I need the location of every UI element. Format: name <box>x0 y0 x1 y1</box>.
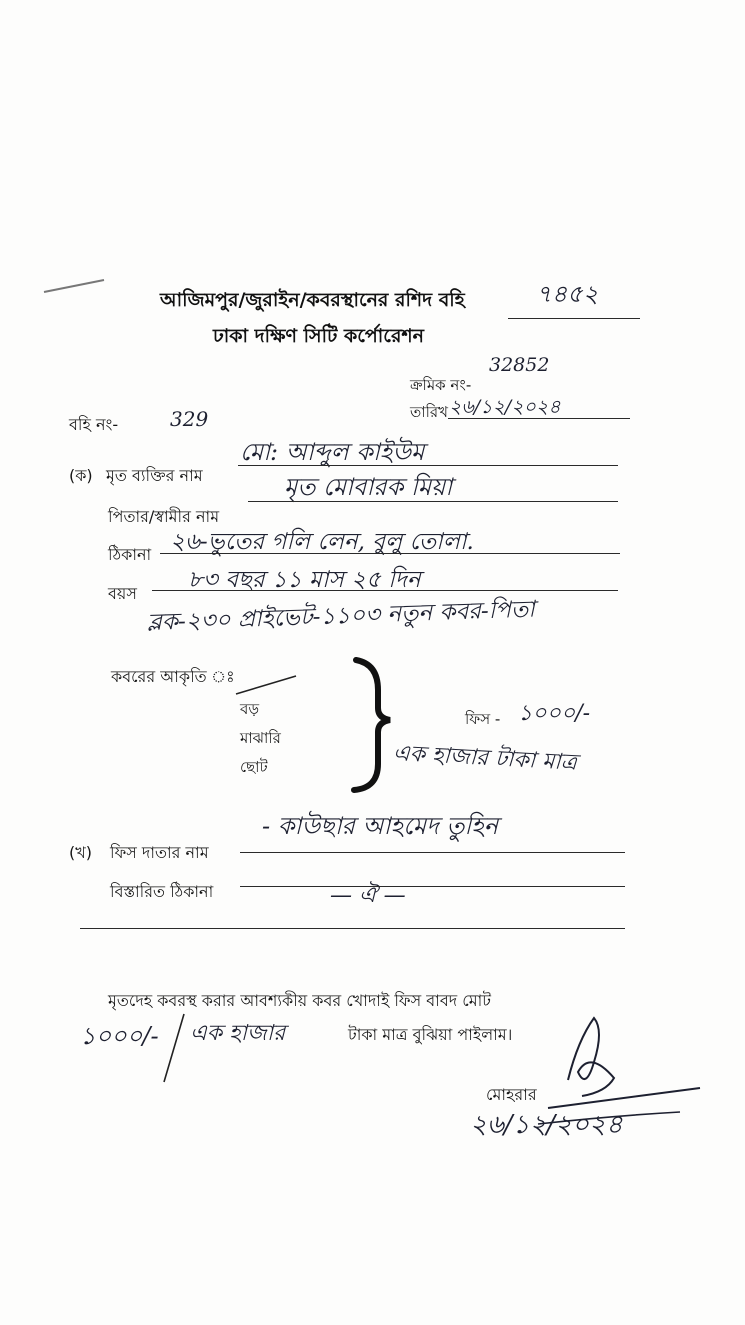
statement-line2: টাকা মাত্র বুঝিয়া পাইলাম। <box>348 1025 513 1044</box>
amount-divider-stroke <box>164 1014 184 1082</box>
extra-note-handwritten: ব্লক-২৩০ প্রাইভেট-১১০৩ নতুন কবর-পিতা <box>146 596 536 637</box>
clerk-signature <box>548 1018 700 1108</box>
father-label: পিতার/স্বামীর নাম <box>108 507 220 526</box>
address-line <box>160 553 620 554</box>
statement-line1: মৃতদেহ কবরস্থ করার আবশ্যকীয় কবর খোদাই ফিস বাবদ মোট <box>108 991 491 1010</box>
amount-words: এক হাজার <box>190 1021 286 1046</box>
date-label: তারিখ <box>410 403 448 421</box>
book-serial-handwritten: ৭৪৫২ <box>536 280 599 308</box>
father-value: মৃত মোবারক মিয়া <box>284 473 453 501</box>
left-margin-mark <box>44 280 104 292</box>
age-line <box>152 590 618 591</box>
grave-shape-brace <box>354 660 390 790</box>
receipt-book-title: আজিমপুর/জুরাইন/কবরস্থানের রশিদ বহি <box>160 289 465 311</box>
grave-shape-medium: মাঝারি <box>240 729 281 747</box>
payer-name-label: ফিস দাতার নাম <box>110 843 209 862</box>
age-label: বয়স <box>108 584 137 603</box>
detailed-address-value: — ঐ — <box>330 883 406 908</box>
serial-label: ক্রমিক নং- <box>410 376 472 394</box>
fee-label: ফিস - <box>465 710 501 728</box>
book-no-value: 329 <box>170 407 209 431</box>
corporation-name: ঢাকা দক্ষিণ সিটি কর্পোরেশন <box>213 325 424 347</box>
payer-name-value: - কাউছার আহমেদ তুহিন <box>262 812 499 840</box>
book-no-label: বহি নং- <box>69 415 119 434</box>
deceased-name-value: মো: আব্দুল কাইউম <box>240 438 425 466</box>
age-value: ৮৩ বছর ১১ মাস ২৫ দিন <box>188 567 421 593</box>
detailed-address-label: বিস্তারিত ঠিকানা <box>110 882 214 901</box>
shape-selection-stroke <box>236 676 296 694</box>
section-kha-marker: (খ) <box>69 843 92 862</box>
fee-value: ১০০০/- <box>518 701 591 726</box>
amount-value: ১০০০/- <box>80 1022 159 1050</box>
grave-shape-label: কবরের আকৃতি ঃ <box>111 667 235 686</box>
address-value: ২৬-ভুতের গলি লেন, বুলু তোলা. <box>170 529 474 555</box>
section-ka-marker: (ক) <box>69 466 93 485</box>
clerk-date: ২৬/১২/২০২৪ <box>470 1110 623 1140</box>
clerk-label: মোহরার <box>486 1085 537 1104</box>
grave-shape-large: বড় <box>240 700 260 718</box>
fee-words: এক হাজার টাকা মাত্র <box>392 741 578 776</box>
payer-name-line <box>240 852 625 853</box>
date-underline <box>448 418 630 419</box>
detailed-address-line <box>240 886 625 887</box>
deceased-name-line <box>238 465 618 466</box>
serial-value: 32852 <box>489 354 550 376</box>
father-line <box>248 501 618 502</box>
deceased-name-label: মৃত ব্যক্তির নাম <box>106 466 203 485</box>
grave-shape-small: ছোট <box>240 758 268 776</box>
address-label: ঠিকানা <box>108 545 152 564</box>
book-serial-underline <box>508 318 640 319</box>
date-value: ২৬/১২/২০২৪ <box>449 396 561 418</box>
address-extra-line <box>80 928 625 929</box>
